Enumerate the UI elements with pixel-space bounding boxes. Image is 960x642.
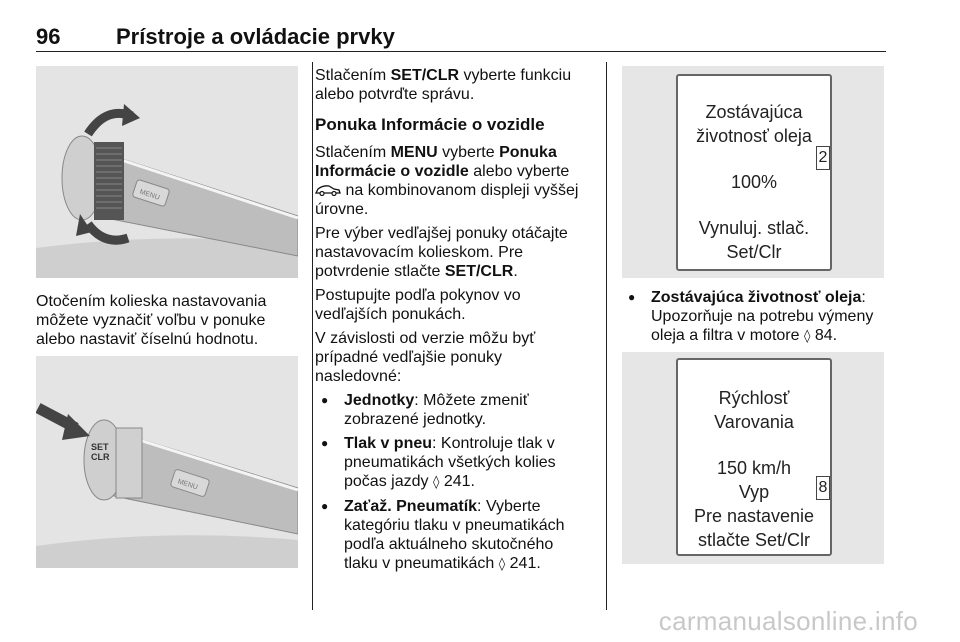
page-title: Prístroje a ovládacie prvky xyxy=(116,24,395,49)
wheel-caption: Otočením kolieska nastavovania môžete vyznačiť voľbu v ponuke alebo nastaviť číselnú hodnotu. xyxy=(36,293,267,348)
menu-label: MENU xyxy=(138,188,161,202)
list-item: ● Jednotky: Môžete zmeniť zobrazené jednotky. xyxy=(315,391,590,429)
paragraph-instructions: Postupujte podľa pokynov vo vedľajších ponukách. xyxy=(315,287,521,323)
list-item: ● Zaťaž. Pneumatík: Vyberte kategóriu tlaku v pneumatikách podľa aktuálneho skutočného tlaku v pneumatikách ◊ 241. xyxy=(315,497,590,574)
display-line: Set/Clr xyxy=(726,242,782,262)
oil-life-display xyxy=(676,74,832,271)
display-index: 2 xyxy=(816,146,830,170)
paragraph-setclr: Stlačením SET/CLR vyberte funkciu alebo potvrďte správu. xyxy=(315,67,572,103)
display-line: stlačte Set/Clr xyxy=(697,530,811,550)
page-ref[interactable]: 241. xyxy=(509,555,541,572)
list-item: ● Zostávajúca životnosť oleja: Upozorňuje na potrebu výmeny oleja a filtra v motore ◊ 84. xyxy=(622,288,884,346)
display-line: životnosť oleja xyxy=(696,126,812,146)
menu-label-2: MENU xyxy=(176,478,199,492)
paragraph-wheel: Pre výber vedľajšej ponuky otáčajte nastavovacím kolieskom. Pre potvrdenie stlačte SET/CLR. xyxy=(315,225,568,280)
submenu-list xyxy=(315,391,590,574)
clr-label: CLR xyxy=(91,452,110,462)
display-line: Rýchlosť xyxy=(718,388,790,408)
display-value: 100% xyxy=(730,172,778,192)
display-line: Varovania xyxy=(714,412,794,432)
column-divider-1 xyxy=(312,62,313,610)
page-number: 96 xyxy=(36,24,61,49)
display-value: 150 km/h xyxy=(716,458,792,478)
page-ref[interactable]: 241. xyxy=(443,473,475,490)
speed-warning-display xyxy=(676,358,832,556)
paragraph-versions: V závislosti od verzie môžu byť prípadné vedľajšie ponuky nasledovné: xyxy=(315,330,536,385)
column-divider-2 xyxy=(606,62,607,610)
car-icon xyxy=(315,184,341,196)
section-heading: Ponuka Informácie o vozidle xyxy=(315,115,545,134)
display-line: Pre nastavenie xyxy=(693,506,815,526)
list-item: ● Tlak v pneu: Kontroluje tlak v pneumatikách všetkých kolies počas jazdy ◊ 241. xyxy=(315,434,590,492)
display-line: Vynuluj. stlač. xyxy=(698,218,810,238)
page-ref-icon: ◊ xyxy=(803,329,811,344)
page-header xyxy=(36,20,886,52)
speed-warning-display-figure xyxy=(622,352,884,564)
page-ref[interactable]: 84. xyxy=(814,327,838,344)
display-line: Vyp xyxy=(738,482,770,502)
stalk-wheel-figure xyxy=(36,66,298,278)
watermark: carmanualsonline.info xyxy=(658,606,918,636)
oil-life-display-figure xyxy=(622,66,884,278)
stalk-setclr-figure xyxy=(36,356,298,568)
paragraph-menu: Stlačením MENU vyberte Ponuka Informácie o vozidle alebo vyberte na kombinovanom displeji vyššej úrovne. xyxy=(315,144,579,218)
column-2 xyxy=(315,66,590,579)
display-line: Zostávajúca xyxy=(705,102,803,122)
set-label: SET xyxy=(91,442,109,452)
column-3 xyxy=(622,288,884,351)
page-ref-icon: ◊ xyxy=(432,475,440,490)
page-ref-icon: ◊ xyxy=(498,557,506,572)
display-index: 8 xyxy=(816,476,830,500)
